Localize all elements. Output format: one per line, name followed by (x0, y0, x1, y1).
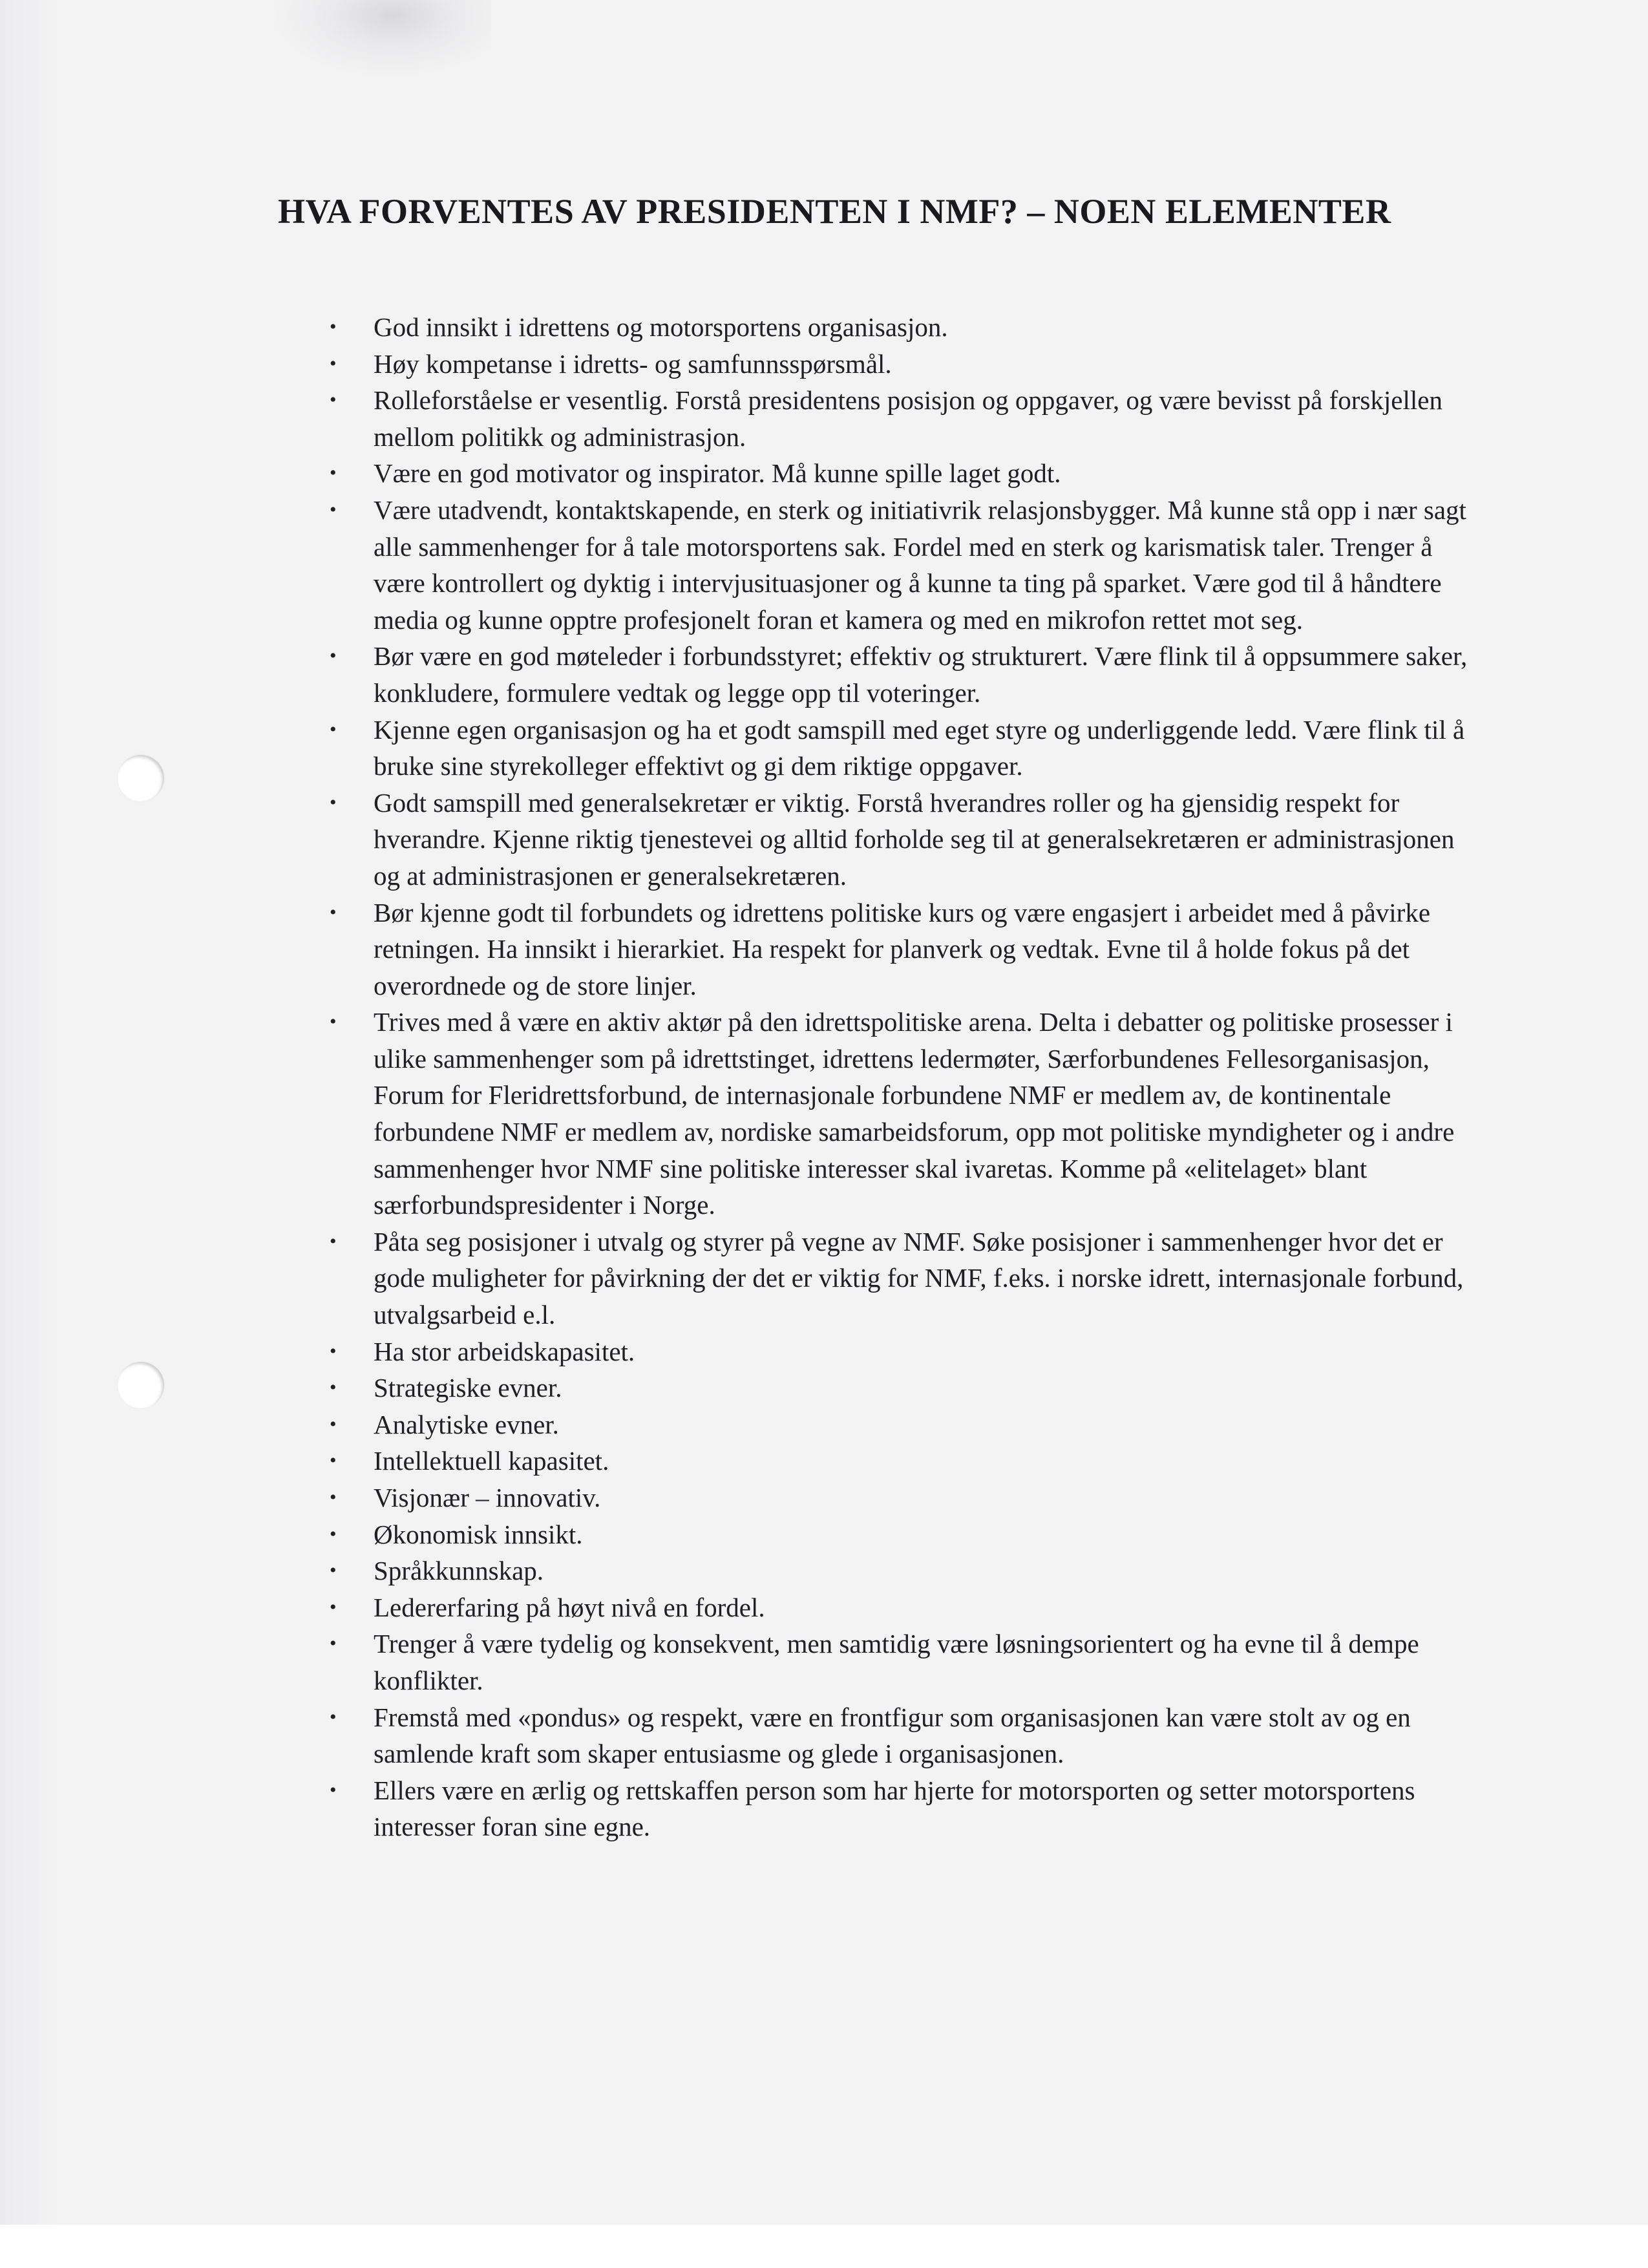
list-item (323, 455, 1480, 492)
bullet-icon: • (330, 1560, 337, 1582)
bullet-icon: • (330, 1633, 337, 1655)
list-item (323, 1516, 1480, 1553)
list-item-text: Godt samspill med generalsekretær er viktig. Forstå hverandres roller og ha gjensidig respekt for hverandre. Kjenne riktig tjenestevei og alltid forholde seg til at generalsekretæren er administrasjonen og at administrasjonen er generalsekretæren. (374, 787, 1455, 891)
list-item (323, 785, 1480, 895)
bullet-icon: • (330, 498, 337, 520)
list-item-text: Ellers være en ærlig og rettskaffen person som har hjerte for motorsporten og setter motorsportens interesser foran sine egne. (374, 1775, 1415, 1842)
list-item (323, 1479, 1480, 1516)
list-item (323, 1224, 1480, 1333)
bullet-icon: • (330, 901, 337, 923)
bullet-icon: • (330, 1011, 337, 1033)
bullet-icon: • (330, 352, 337, 374)
list-item (323, 638, 1480, 711)
list-item-text: Ha stor arbeidskapasitet. (374, 1336, 635, 1366)
list-item-text: Bør kjenne godt til forbundets og idrettens politiske kurs og være engasjert i arbeidet med å påvirke retningen. Ha innsikt i hierarkiet. Ha respekt for planverk og vedtak. Evne til å holde fokus på det overordnede og de store linjer. (374, 897, 1431, 1001)
list-item (323, 1443, 1480, 1479)
bullet-icon: • (330, 1779, 337, 1801)
list-item-text: Strategiske evner. (374, 1373, 562, 1403)
bullet-icon: • (330, 718, 337, 740)
list-item (323, 492, 1480, 638)
bullet-icon: • (330, 1450, 337, 1472)
list-item-text: Fremstå med «pondus» og respekt, være en frontfigur som organisasjonen kan være stolt av og en samlende kraft som skaper entusiasme og glede i organisasjonen. (374, 1702, 1411, 1769)
list-item (323, 895, 1480, 1004)
bullet-icon: • (330, 1523, 337, 1545)
list-item (323, 712, 1480, 785)
punch-hole-lower (118, 1362, 164, 1408)
list-item (323, 382, 1480, 455)
list-item (323, 1333, 1480, 1370)
list-item (323, 1370, 1480, 1406)
bullet-icon: • (330, 1230, 337, 1252)
list-item-text: Økonomisk innsikt. (374, 1519, 583, 1549)
bullet-icon: • (330, 1487, 337, 1508)
list-item (323, 1553, 1480, 1589)
bullet-icon: • (330, 1377, 337, 1399)
list-item (323, 309, 1480, 346)
list-item-text: Språkkunnskap. (374, 1556, 544, 1586)
document-title: HVA FORVENTES AV PRESIDENTEN I NMF? – NOEN ELEMENTER (278, 192, 1391, 231)
list-item (323, 1772, 1480, 1845)
bullet-icon: • (330, 1706, 337, 1728)
list-item (323, 346, 1480, 383)
list-item-text: Trives med å være en aktiv aktør på den idrettspolitiske arena. Delta i debatter og politiske prosesser i ulike sammenhenger som på idrettstinget, idrettens ledermøter, Særforbundenes Fellesorganisasjon, Forum for Fleridrettsforbund, de internasjonale forbundene NMF er medlem av, de kontinentale forbundene NMF er medlem av, nordiske samarbeidsforum, opp mot politiske myndigheter og i andre sammenhenger hvor NMF sine politiske interesser skal ivaretas. Komme på «elitelaget» blant særforbundspresidenter i Norge. (374, 1007, 1455, 1220)
bullet-icon: • (330, 462, 337, 484)
list-item-text: Påta seg posisjoner i utvalg og styrer på vegne av NMF. Søke posisjoner i sammenhenger hvor det er gode muligheter for påvirkning der det er viktig for NMF, f.eks. i norske idrett, internasjonale forbund, utvalgsarbeid e.l. (374, 1226, 1464, 1330)
scan-shadow-left (0, 0, 58, 2268)
list-item-text: Være utadvendt, kontaktskapende, en sterk og initiativrik relasjonsbygger. Må kunne stå opp i nær sagt alle sammenhenger for å tale motorsportens sak. Fordel med en sterk og karismatisk taler. Trenger å være kontrollert og dyktig i intervjusituasjoner og å kunne ta ting på sparket. Være god til å håndtere media og kunne opptre profesjonelt foran et kamera og med en mikrofon rettet mot seg. (374, 494, 1466, 635)
scan-margin-bottom (0, 2225, 1648, 2268)
bullet-icon: • (330, 1340, 337, 1362)
bullet-icon: • (330, 645, 337, 667)
scan-smudge (271, 0, 491, 78)
list-item-text: Rolleforståelse er vesentlig. Forstå presidentens posisjon og oppgaver, og være bevisst på forskjellen mellom politikk og administrasjon. (374, 385, 1442, 452)
list-item-text: Intellektuell kapasitet. (374, 1446, 609, 1476)
list-item (323, 1406, 1480, 1443)
list-item (323, 1699, 1480, 1772)
requirements-list (323, 309, 1480, 1845)
bullet-icon: • (330, 389, 337, 411)
bullet-icon: • (330, 791, 337, 813)
list-item-text: Være en god motivator og inspirator. Må kunne spille laget godt. (374, 458, 1061, 489)
punch-hole-upper (118, 755, 164, 801)
bullet-icon: • (330, 1413, 337, 1435)
list-item-text: Bør være en god møteleder i forbundsstyret; effektiv og strukturert. Være flink til å oppsummere saker, konkludere, formulere vedtak og legge opp til voteringer. (374, 641, 1468, 708)
bullet-icon: • (330, 316, 337, 337)
list-item-text: Ledererfaring på høyt nivå en fordel. (374, 1592, 765, 1622)
list-item-text: Kjenne egen organisasjon og ha et godt samspill med eget styre og underliggende ledd. Være flink til å bruke sine styrekolleger effektivt og gi dem riktige oppgaver. (374, 714, 1465, 781)
list-item-text: Analytiske evner. (374, 1409, 559, 1439)
list-item (323, 1004, 1480, 1224)
list-item-text: God innsikt i idrettens og motorsportens organisasjon. (374, 312, 948, 342)
bullet-icon: • (330, 1596, 337, 1618)
list-item-text: Visjonær – innovativ. (374, 1483, 601, 1512)
list-item (323, 1589, 1480, 1626)
list-item (323, 1626, 1480, 1699)
list-item-text: Trenger å være tydelig og konsekvent, men samtidig være løsningsorientert og ha evne til å dempe konflikter. (374, 1629, 1419, 1695)
list-item-text: Høy kompetanse i idretts- og samfunnsspørsmål. (374, 348, 892, 379)
